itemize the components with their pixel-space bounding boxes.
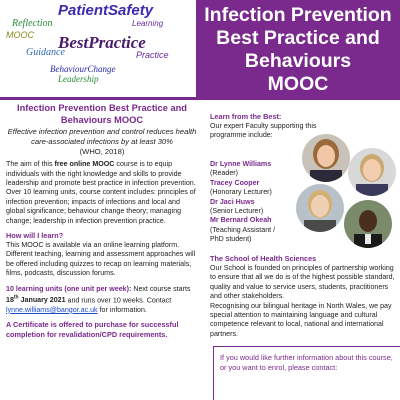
faculty-photo (344, 200, 392, 248)
faculty-photo (348, 148, 396, 196)
word-learning: Learning (132, 19, 164, 28)
units-heading: 10 learning units (one unit per week): (6, 284, 132, 293)
faculty-role: (Teaching Assistant / PhD student) (210, 225, 276, 244)
header-title (196, 0, 400, 97)
faculty-role: (Reader) (210, 169, 238, 178)
learn-heading: Learn from the Best: (210, 112, 282, 121)
faculty-role: (Senior Lecturer) (210, 207, 264, 216)
units-text: for information. (97, 305, 147, 314)
faculty-photo (296, 184, 344, 232)
learn-text: Our expert Faculty supporting this programme include: (210, 122, 317, 140)
school-heading: The School of Health Sciences (210, 254, 317, 263)
faculty-name: Tracey Cooper (210, 178, 260, 187)
word-behaviour-change: BehaviourChange (50, 64, 116, 74)
left-column (0, 97, 204, 400)
units-text: and runs over 10 weeks. Contact (65, 296, 172, 305)
word-mooc: MOOC (6, 30, 34, 40)
units-date: 18th January 2021 (6, 295, 66, 305)
word-practice: Practice (136, 50, 169, 60)
header-banner (0, 0, 400, 97)
word-cloud-logo (0, 0, 196, 97)
faculty-list (210, 160, 290, 245)
who-quote: Effective infection prevention and control reduces health care-associated infections by at least 30% (7, 127, 197, 147)
course-intro (6, 160, 198, 226)
header-title-line: Behaviours (244, 50, 352, 72)
word-best-practice: BestPractice (58, 33, 146, 52)
certificate-note: A Certificate is offered to purchase for successful completion for revalidation/CPD requirements. (6, 320, 179, 339)
school-text: Our School is founded on principles of partnership working to ensure that all we do is of the highest possible standard, quality and value to service users, students, practitioners and other stakeholders. (210, 264, 395, 301)
how-text: This MOOC is available via an online learning platform. Different teaching, learning and assessment approaches will be offered including quizzes to recap on learning materials, films, podcasts, discussion forums. (6, 241, 196, 278)
contact-email-link[interactable]: lynne.williams@bangor.ac.uk (6, 305, 98, 314)
units-text: Next course starts (131, 284, 191, 293)
intro-free-online: free online (54, 160, 91, 169)
enquiry-text: If you would like further information about this course, or you want to enrol, please contact: (220, 353, 393, 372)
header-title-line: Best Practice and (216, 27, 380, 49)
course-heading-line: Behaviours MOOC (60, 114, 144, 125)
word-reflection: Reflection (12, 18, 53, 29)
faculty-photo (302, 134, 350, 182)
faculty-name: Dr Jaci Huws (210, 197, 255, 206)
enquiry-box (213, 346, 400, 400)
who-citation: (WHO, 2018) (79, 147, 125, 157)
word-patient-safety: PatientSafety (58, 2, 154, 19)
how-heading: How will I learn? (6, 231, 64, 241)
course-heading-line: Infection Prevention Best Practice and (17, 103, 187, 113)
faculty-section (210, 112, 396, 252)
intro-text: The aim of this (6, 160, 55, 169)
intro-rest-text: course is to equip individuals with the right knowledge and skills to provide leadership and promote best practice in infection prevention. Over 10 learning units, course content includes: principles of infection prevention; impacts of infections and local and global significance; behaviour change theory; managing change; leadership in infection prevention practice. (6, 160, 196, 225)
school-text-2: Recognising our bilingual heritage in North Wales, we pay special attention to maintaining language and cultural competence relevant to local, national and international partners. (210, 301, 392, 338)
faculty-role: (Honorary Lecturer) (210, 188, 272, 197)
faculty-name: Mr Bernard Okeah (210, 216, 272, 225)
faculty-name: Dr Lynne Williams (210, 160, 272, 168)
intro-mooc: MOOC (92, 160, 115, 169)
course-heading (6, 103, 198, 126)
header-title-line: MOOC (267, 73, 329, 95)
word-guidance: Guidance (26, 47, 65, 58)
units-paragraph (6, 285, 198, 316)
word-leadership: Leadership (58, 74, 99, 84)
header-title-line: Infection Prevention (204, 4, 392, 26)
